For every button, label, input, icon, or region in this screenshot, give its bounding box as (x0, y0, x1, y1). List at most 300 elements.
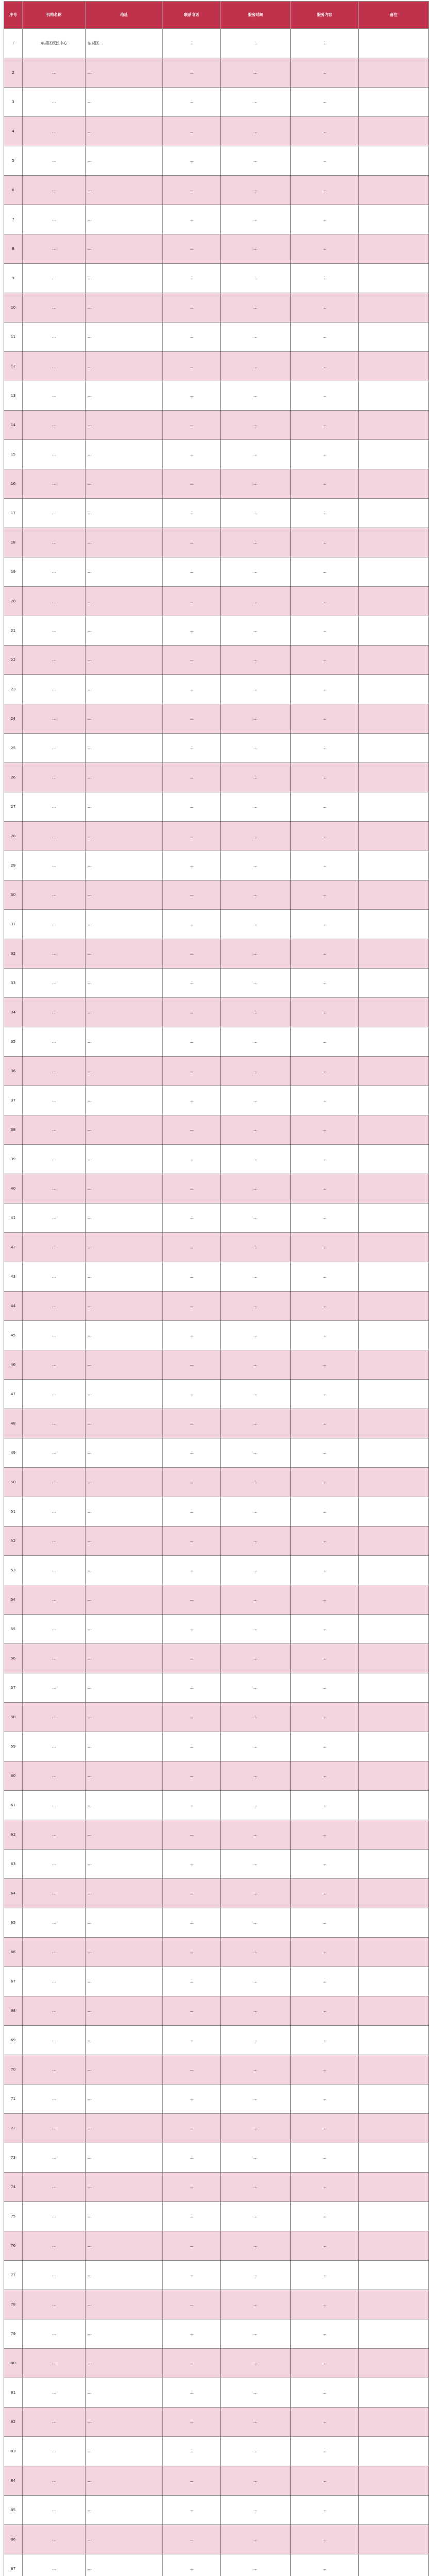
table-row (4, 616, 429, 646)
column-header-phone: 联系电话 (163, 2, 221, 29)
cell-name: … (23, 1673, 86, 1703)
cell-phone: … (163, 822, 221, 851)
cell-index: 35 (4, 1027, 23, 1057)
table-row (4, 2202, 429, 2231)
cell-phone: … (163, 1292, 221, 1321)
cell-phone: … (163, 2437, 221, 2466)
cell-phone: … (163, 1409, 221, 1438)
cell-service: … (291, 2437, 359, 2466)
cell-index: 87 (4, 2554, 23, 2576)
cell-name: … (23, 1262, 86, 1292)
cell-phone: … (163, 1791, 221, 1820)
cell-phone: … (163, 1174, 221, 1204)
table-row (4, 1967, 429, 1996)
cell-address: … (86, 1204, 163, 1233)
cell-index: 8 (4, 234, 23, 264)
table-row (4, 2437, 429, 2466)
cell-hours: … (221, 205, 291, 234)
table-row (4, 58, 429, 88)
cell-address: … (86, 1908, 163, 1938)
cell-phone: … (163, 1938, 221, 1967)
cell-note (359, 440, 429, 469)
cell-address: … (86, 1497, 163, 1527)
cell-note (359, 1761, 429, 1791)
cell-phone: … (163, 88, 221, 117)
table-row (4, 528, 429, 557)
cell-name: … (23, 1292, 86, 1321)
cell-hours: … (221, 469, 291, 499)
cell-name: … (23, 1468, 86, 1497)
cell-hours: … (221, 29, 291, 58)
cell-note (359, 1380, 429, 1409)
table-row (4, 1761, 429, 1791)
cell-name: … (23, 1321, 86, 1350)
cell-index: 72 (4, 2114, 23, 2143)
cell-index: 48 (4, 1409, 23, 1438)
cell-note (359, 1086, 429, 1115)
table-row (4, 2114, 429, 2143)
cell-address: … (86, 734, 163, 763)
cell-address: … (86, 1057, 163, 1086)
cell-address: … (86, 2349, 163, 2378)
cell-note (359, 2466, 429, 2496)
cell-address: … (86, 763, 163, 792)
table-row (4, 2290, 429, 2319)
table-row (4, 1204, 429, 1233)
cell-note (359, 323, 429, 352)
cell-name: … (23, 1644, 86, 1673)
cell-note (359, 1996, 429, 2026)
cell-hours: … (221, 2114, 291, 2143)
cell-phone: … (163, 1380, 221, 1409)
cell-address: … (86, 58, 163, 88)
cell-hours: … (221, 2290, 291, 2319)
cell-note (359, 88, 429, 117)
table-row (4, 1850, 429, 1879)
cell-name: … (23, 469, 86, 499)
cell-note (359, 704, 429, 734)
cell-phone: … (163, 469, 221, 499)
cell-address: … (86, 2231, 163, 2261)
cell-phone: … (163, 1262, 221, 1292)
cell-service: … (291, 2261, 359, 2290)
cell-phone: … (163, 1996, 221, 2026)
cell-hours: … (221, 323, 291, 352)
cell-note (359, 352, 429, 381)
cell-hours: … (221, 1350, 291, 1380)
cell-name: … (23, 352, 86, 381)
cell-note (359, 2525, 429, 2554)
cell-service: … (291, 176, 359, 205)
cell-index: 64 (4, 1879, 23, 1908)
cell-phone: … (163, 2114, 221, 2143)
cell-service: … (291, 851, 359, 880)
cell-name: … (23, 1908, 86, 1938)
table-row (4, 1644, 429, 1673)
cell-hours: … (221, 616, 291, 646)
table-row (4, 2055, 429, 2084)
cell-note (359, 1673, 429, 1703)
cell-service: … (291, 910, 359, 939)
column-header-index: 序号 (4, 2, 23, 29)
column-header-address: 地址 (86, 2, 163, 29)
cell-phone: … (163, 205, 221, 234)
cell-index: 65 (4, 1908, 23, 1938)
cell-hours: … (221, 352, 291, 381)
cell-address: … (86, 1644, 163, 1673)
column-header-note: 备注 (359, 2, 429, 29)
cell-hours: … (221, 1438, 291, 1468)
cell-index: 38 (4, 1115, 23, 1145)
cell-service: … (291, 557, 359, 587)
cell-note (359, 146, 429, 176)
cell-note (359, 2026, 429, 2055)
cell-service: … (291, 2231, 359, 2261)
table-row (4, 557, 429, 587)
cell-hours: … (221, 1938, 291, 1967)
column-header-name: 机构名称 (23, 2, 86, 29)
cell-index: 62 (4, 1820, 23, 1850)
cell-phone: … (163, 2261, 221, 2290)
cell-note (359, 675, 429, 704)
cell-address: … (86, 2408, 163, 2437)
cell-index: 47 (4, 1380, 23, 1409)
cell-address: … (86, 176, 163, 205)
cell-note (359, 763, 429, 792)
table-row (4, 1350, 429, 1380)
cell-index: 5 (4, 146, 23, 176)
cell-service: … (291, 1086, 359, 1115)
cell-hours: … (221, 704, 291, 734)
cell-service: … (291, 1233, 359, 1262)
cell-name: … (23, 528, 86, 557)
cell-address: … (86, 2202, 163, 2231)
cell-note (359, 1145, 429, 1174)
cell-hours: … (221, 1615, 291, 1644)
cell-note (359, 1438, 429, 1468)
cell-phone: … (163, 2349, 221, 2378)
cell-hours: … (221, 234, 291, 264)
cell-phone: … (163, 1644, 221, 1673)
cell-note (359, 910, 429, 939)
cell-hours: … (221, 528, 291, 557)
cell-address: … (86, 528, 163, 557)
table-row (4, 1879, 429, 1908)
cell-service: … (291, 1791, 359, 1820)
cell-address: … (86, 499, 163, 528)
cell-name: … (23, 2055, 86, 2084)
cell-hours: … (221, 1262, 291, 1292)
cell-address: … (86, 1556, 163, 1585)
cell-index: 29 (4, 851, 23, 880)
cell-note (359, 1468, 429, 1497)
cell-phone: … (163, 2143, 221, 2173)
cell-address: … (86, 264, 163, 293)
cell-name: … (23, 587, 86, 616)
cell-index: 83 (4, 2437, 23, 2466)
table-row (4, 1938, 429, 1967)
cell-address: … (86, 2261, 163, 2290)
cell-phone: … (163, 1879, 221, 1908)
cell-hours: … (221, 2143, 291, 2173)
cell-note (359, 234, 429, 264)
table-row (4, 2231, 429, 2261)
table-header-row (4, 2, 429, 29)
cell-hours: … (221, 1996, 291, 2026)
cell-service: … (291, 88, 359, 117)
cell-hours: … (221, 646, 291, 675)
cell-hours: … (221, 2437, 291, 2466)
cell-phone: … (163, 411, 221, 440)
cell-name: … (23, 880, 86, 910)
cell-address: … (86, 1350, 163, 1380)
cell-address: … (86, 1967, 163, 1996)
cell-service: … (291, 616, 359, 646)
cell-note (359, 1908, 429, 1938)
cell-service: … (291, 2349, 359, 2378)
cell-index: 53 (4, 1556, 23, 1585)
cell-service: … (291, 1673, 359, 1703)
cell-service: … (291, 2173, 359, 2202)
cell-phone: … (163, 675, 221, 704)
cell-address: … (86, 704, 163, 734)
table-body (4, 29, 429, 2576)
cell-hours: … (221, 58, 291, 88)
cell-service: … (291, 381, 359, 411)
cell-phone: … (163, 176, 221, 205)
table-row (4, 381, 429, 411)
cell-note (359, 2114, 429, 2143)
cell-service: … (291, 2290, 359, 2319)
cell-name: … (23, 1791, 86, 1820)
cell-note (359, 1791, 429, 1820)
cell-phone: … (163, 1761, 221, 1791)
cell-name: … (23, 1967, 86, 1996)
cell-service: … (291, 675, 359, 704)
cell-hours: … (221, 1468, 291, 1497)
cell-address: … (86, 822, 163, 851)
cell-phone: … (163, 2408, 221, 2437)
cell-service: … (291, 1820, 359, 1850)
cell-address: … (86, 1996, 163, 2026)
cell-address: … (86, 616, 163, 646)
cell-service: … (291, 587, 359, 616)
cell-name: … (23, 1086, 86, 1115)
cell-note (359, 1027, 429, 1057)
table-row (4, 117, 429, 146)
cell-index: 59 (4, 1732, 23, 1761)
cell-address: … (86, 1145, 163, 1174)
cell-note (359, 1409, 429, 1438)
cell-name: … (23, 1380, 86, 1409)
cell-name: … (23, 293, 86, 323)
cell-index: 44 (4, 1292, 23, 1321)
cell-service: … (291, 2202, 359, 2231)
cell-hours: … (221, 1585, 291, 1615)
table-row (4, 1145, 429, 1174)
cell-note (359, 293, 429, 323)
cell-hours: … (221, 1497, 291, 1527)
cell-index: 70 (4, 2055, 23, 2084)
cell-hours: … (221, 734, 291, 763)
cell-phone: … (163, 293, 221, 323)
cell-index: 30 (4, 880, 23, 910)
table-row (4, 29, 429, 58)
cell-index: 25 (4, 734, 23, 763)
table-row (4, 1438, 429, 1468)
cell-service: … (291, 1879, 359, 1908)
cell-hours: … (221, 1027, 291, 1057)
cell-address: … (86, 469, 163, 499)
cell-phone: … (163, 557, 221, 587)
cell-address: … (86, 2319, 163, 2349)
table-row (4, 2496, 429, 2525)
cell-phone: … (163, 646, 221, 675)
table-row (4, 440, 429, 469)
cell-phone: … (163, 1820, 221, 1850)
cell-index: 28 (4, 822, 23, 851)
cell-index: 60 (4, 1761, 23, 1791)
cell-index: 7 (4, 205, 23, 234)
cell-service: … (291, 29, 359, 58)
cell-index: 61 (4, 1791, 23, 1820)
cell-hours: … (221, 1321, 291, 1350)
cell-service: … (291, 2408, 359, 2437)
table-row (4, 2378, 429, 2408)
cell-name: … (23, 176, 86, 205)
table-row (4, 910, 429, 939)
table-row (4, 176, 429, 205)
cell-index: 16 (4, 469, 23, 499)
table-row (4, 704, 429, 734)
cell-note (359, 1879, 429, 1908)
cell-index: 76 (4, 2231, 23, 2261)
cell-note (359, 2055, 429, 2084)
table-row (4, 1057, 429, 1086)
cell-phone: … (163, 2084, 221, 2114)
table-row (4, 2084, 429, 2114)
cell-index: 81 (4, 2378, 23, 2408)
cell-hours: … (221, 2202, 291, 2231)
cell-hours: … (221, 1380, 291, 1409)
table-row (4, 822, 429, 851)
cell-service: … (291, 234, 359, 264)
cell-address: … (86, 2173, 163, 2202)
cell-note (359, 587, 429, 616)
cell-note (359, 1321, 429, 1350)
cell-note (359, 1292, 429, 1321)
cell-index: 21 (4, 616, 23, 646)
cell-index: 19 (4, 557, 23, 587)
cell-index: 54 (4, 1585, 23, 1615)
table-row (4, 1585, 429, 1615)
cell-address: … (86, 587, 163, 616)
cell-service: … (291, 1615, 359, 1644)
cell-hours: … (221, 117, 291, 146)
cell-phone: … (163, 2026, 221, 2055)
table-row (4, 469, 429, 499)
cell-hours: … (221, 939, 291, 969)
cell-phone: … (163, 2231, 221, 2261)
table-row (4, 587, 429, 616)
cell-service: … (291, 1703, 359, 1732)
cell-hours: … (221, 998, 291, 1027)
cell-phone: … (163, 2055, 221, 2084)
cell-name: … (23, 1615, 86, 1644)
cell-index: 12 (4, 352, 23, 381)
cell-hours: … (221, 1673, 291, 1703)
cell-name: … (23, 1879, 86, 1908)
cell-name: … (23, 2496, 86, 2525)
cell-note (359, 2261, 429, 2290)
cell-phone: … (163, 58, 221, 88)
cell-service: … (291, 1556, 359, 1585)
table-row (4, 1732, 429, 1761)
table-row (4, 88, 429, 117)
cell-service: … (291, 2084, 359, 2114)
cell-index: 56 (4, 1644, 23, 1673)
cell-phone: … (163, 352, 221, 381)
cell-phone: … (163, 851, 221, 880)
cell-note (359, 264, 429, 293)
cell-phone: … (163, 2173, 221, 2202)
cell-service: … (291, 1908, 359, 1938)
table-row (4, 1615, 429, 1644)
cell-service: … (291, 734, 359, 763)
cell-name: … (23, 2231, 86, 2261)
cell-address: … (86, 88, 163, 117)
cell-phone: … (163, 440, 221, 469)
cell-hours: … (221, 1409, 291, 1438)
cell-address: … (86, 1761, 163, 1791)
cell-service: … (291, 1644, 359, 1673)
table-row (4, 234, 429, 264)
cell-name: … (23, 2408, 86, 2437)
cell-phone: … (163, 146, 221, 176)
cell-address: … (86, 1262, 163, 1292)
cell-hours: … (221, 2466, 291, 2496)
cell-service: … (291, 1967, 359, 1996)
table-row (4, 1174, 429, 1204)
cell-service: … (291, 1027, 359, 1057)
table-row (4, 411, 429, 440)
cell-address: … (86, 1027, 163, 1057)
cell-name: … (23, 910, 86, 939)
cell-hours: … (221, 2026, 291, 2055)
cell-note (359, 58, 429, 88)
cell-service: … (291, 146, 359, 176)
cell-index: 50 (4, 1468, 23, 1497)
cell-note (359, 1585, 429, 1615)
cell-name: … (23, 851, 86, 880)
cell-address: … (86, 1233, 163, 1262)
cell-index: 18 (4, 528, 23, 557)
cell-hours: … (221, 1174, 291, 1204)
cell-address: … (86, 1527, 163, 1556)
cell-address: … (86, 381, 163, 411)
cell-service: … (291, 440, 359, 469)
cell-phone: … (163, 998, 221, 1027)
cell-index: 33 (4, 969, 23, 998)
cell-service: … (291, 1409, 359, 1438)
cell-note (359, 2408, 429, 2437)
table-row (4, 1321, 429, 1350)
cell-address: … (86, 1615, 163, 1644)
cell-phone: … (163, 2554, 221, 2576)
cell-hours: … (221, 499, 291, 528)
cell-note (359, 969, 429, 998)
cell-note (359, 2143, 429, 2173)
